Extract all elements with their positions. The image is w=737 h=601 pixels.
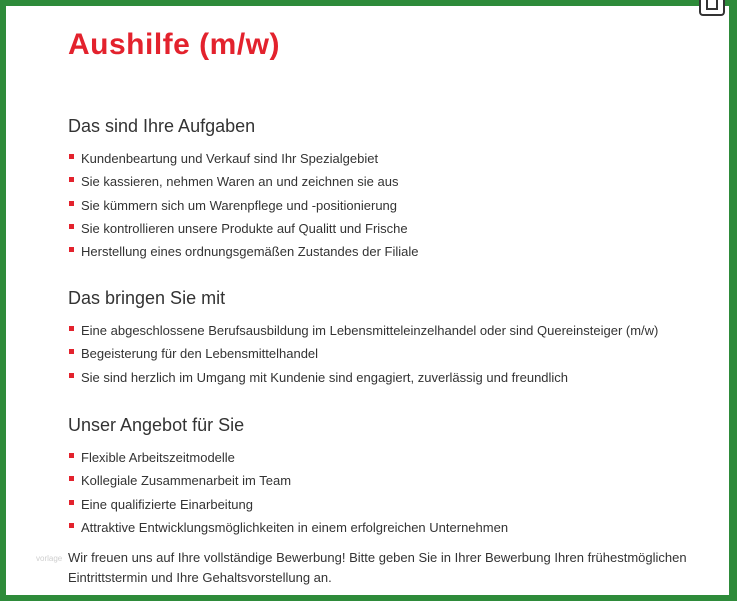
- list-item-text: Kundenbeartung und Verkauf sind Ihr Spezialgebiet: [81, 151, 379, 166]
- square-bullet-icon: [69, 247, 74, 252]
- list-item-text: Eine abgeschlossene Berufsausbildung im Lebensmitteleinzelhandel oder sind Quereinsteiger (m/w): [81, 323, 659, 338]
- list-item: [68, 496, 508, 519]
- list-item: [68, 150, 418, 173]
- square-bullet-icon: [69, 326, 74, 331]
- list-angebot: [68, 449, 508, 542]
- list-item-text: Sie sind herzlich im Umgang mit Kundenie sind engagiert, zuverlässig und freundlich: [81, 369, 569, 385]
- square-bullet-icon: [69, 373, 74, 378]
- section-heading-bringen: Das bringen Sie mit: [68, 288, 226, 308]
- list-item-text: Sie kontrollieren unsere Produkte auf Qualitt und Frische: [81, 220, 408, 236]
- list-item: [68, 243, 418, 266]
- square-bullet-icon: [69, 154, 74, 159]
- square-bullet-icon: [69, 523, 74, 528]
- list-item-text: Eine qualifizierte Einarbeitung: [81, 496, 253, 512]
- list-aufgaben: [68, 150, 418, 266]
- list-item: [68, 173, 418, 196]
- list-item: [68, 449, 508, 472]
- list-item: [68, 322, 658, 345]
- section-heading-angebot: Unser Angebot für Sie: [68, 415, 245, 435]
- closing-paragraph: Wir freuen uns auf Ihre vollständige Bewerbung! Bitte geben Sie in Ihrer Bewerbung Ihren frühestmöglichen Eintrittstermin und Ihre Gehaltsvorstellung an.: [68, 550, 687, 585]
- list-item-text: Sie kassieren, nehmen Waren an und zeichnen sie aus: [81, 174, 399, 190]
- list-item-text: Flexible Arbeitszeitmodelle: [81, 450, 235, 465]
- square-bullet-icon: [69, 224, 74, 229]
- square-bullet-icon: [69, 453, 74, 458]
- watermark-text: vorlage: [36, 554, 63, 563]
- section-heading-aufgaben: Das sind Ihre Aufgaben: [68, 116, 256, 136]
- list-item: [68, 345, 658, 368]
- square-bullet-icon: [69, 177, 74, 182]
- corner-tab-icon: [699, 0, 725, 16]
- list-item: [68, 519, 508, 542]
- list-bringen: [68, 322, 658, 392]
- square-bullet-icon: [69, 476, 74, 481]
- list-item: [68, 369, 658, 392]
- square-bullet-icon: [69, 201, 74, 206]
- list-item: [68, 197, 418, 220]
- square-bullet-icon: [69, 500, 74, 505]
- list-item-text: Begeisterung für den Lebensmittelhandel: [81, 346, 319, 362]
- list-item-text: Sie kümmern sich um Warenpflege und -positionierung: [81, 197, 398, 213]
- list-item: [68, 472, 508, 495]
- list-item: [68, 220, 418, 243]
- square-bullet-icon: [69, 349, 74, 354]
- page-title: Aushilfe (m/w): [68, 28, 281, 61]
- list-item-text: Herstellung eines ordnungsgemäßen Zustandes der Filiale: [81, 244, 419, 260]
- list-item-text: Kollegiale Zusammenarbeit im Team: [81, 473, 292, 489]
- list-item-text: Attraktive Entwicklungsmöglichkeiten in einem erfolgreichen Unternehmen: [81, 519, 509, 535]
